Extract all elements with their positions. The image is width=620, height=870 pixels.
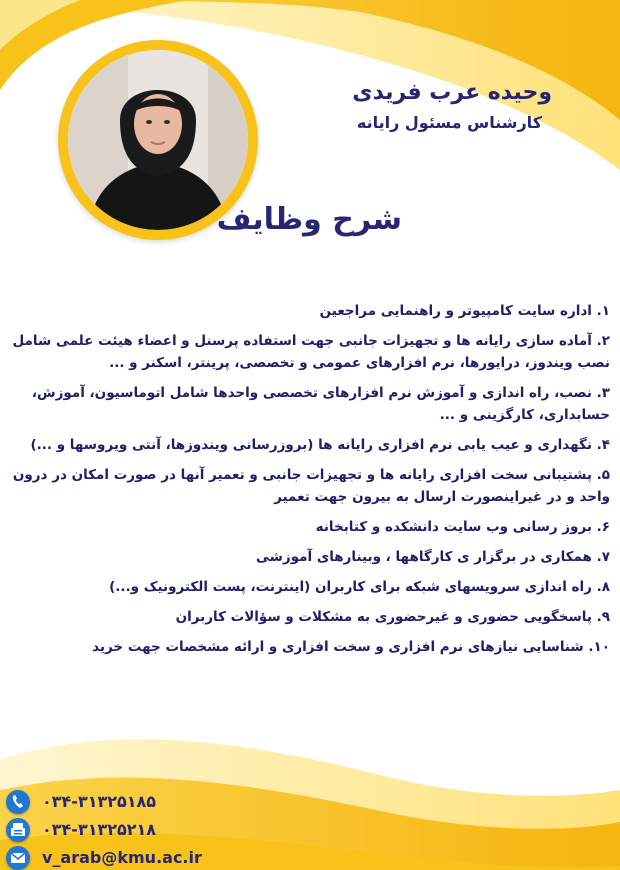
duty-item: ۳. نصب، راه اندازی و آموزش نرم افزارهای تخصصی واحدها شامل اتوماسیون، آموزش، حسابداری، کارگزینی و ... (31, 385, 610, 423)
contact-block (6, 788, 266, 870)
email-icon (6, 846, 30, 870)
duty-item: ۱۰. شناسایی نیازهای نرم افزاری و سخت افزاری و ارائه مشخصات جهت خرید (92, 639, 610, 655)
duty-item: ۱. اداره سایت کامپیوتر و راهنمایی مراجعین (319, 303, 610, 319)
duties-list (10, 300, 610, 666)
duty-item: ۷. همکاری در برگزار ی کارگاهها ، وبینارهای آموزشی (255, 549, 610, 565)
phone-icon (6, 790, 30, 814)
contact-phone (6, 788, 266, 816)
duty-item: ۴. نگهداری و عیب یابی نرم افزاری رایانه ها (بروزرسانی ویندوزها، آنتی ویروسها و ...) (30, 437, 610, 453)
contact-email (6, 844, 266, 870)
phone-number: ۰۳۴-۳۱۳۲۵۱۸۵ (42, 792, 157, 811)
fax-number: ۰۳۴-۳۱۳۲۵۲۱۸ (42, 820, 157, 839)
profile-name: وحیده عرب فریدی (352, 80, 552, 105)
profile-title: کارشناس مسئول رایانه (356, 113, 542, 132)
duty-item: ۹. پاسخگویی حضوری و غیرحضوری به مشکلات و سؤالات کاربران (175, 609, 610, 625)
fax-icon (6, 818, 30, 842)
email-address[interactable]: v_arab@kmu.ac.ir (42, 848, 202, 867)
section-title: شرح وظایف (216, 202, 402, 237)
duty-item: ۵. پشتیبانی سخت افزاری رایانه ها و تجهیزات جانبی و تعمیر آنها در صورت امکان در درون واحد و در غیراینصورت ارسال به بیرون جهت تعمیر (12, 467, 610, 505)
contact-fax (6, 816, 266, 844)
duty-item: ۲. آماده سازی رایانه ها و تجهیزات جانبی جهت استفاده پرسنل و اعضاء هیئت علمی شامل نصب ویندوز، درایورها، نرم افزارهای عمومی و تخصصی، پرینتر، اسکنر و ... (12, 333, 610, 371)
duty-item: ۶. بروز رسانی وب سایت دانشکده و کتابخانه (315, 519, 610, 535)
duty-item: ۸. راه اندازی سرویسهای شبکه برای کاربران (اینترنت، پست الکترونیک و...) (109, 579, 610, 595)
